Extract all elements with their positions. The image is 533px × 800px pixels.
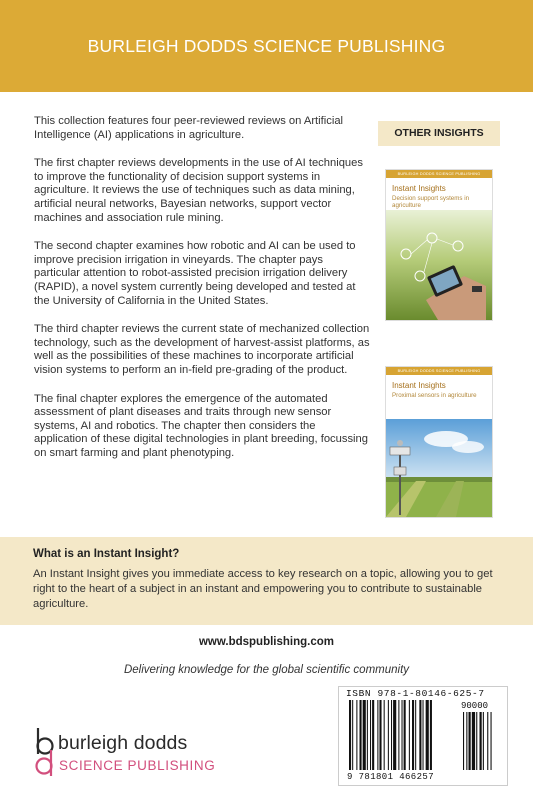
barcode-bar (377, 700, 378, 770)
tablet-farm-image (386, 210, 492, 320)
addon-bar (472, 712, 475, 770)
barcode-bar (352, 700, 353, 770)
barcode-bar (379, 700, 381, 770)
barcode-bar (384, 700, 385, 770)
barcode-bar (356, 700, 357, 770)
description-text (34, 115, 370, 475)
barcode-bar (372, 700, 374, 770)
book-cover-subtitle: Proximal sensors in agriculture (392, 392, 477, 399)
book-cover-proximal-sensors (386, 367, 492, 517)
ean-digits: 9 781801 466257 (347, 772, 435, 782)
addon-bar (466, 712, 467, 770)
publisher-logo (32, 726, 232, 781)
book-cover-topbar: BURLEIGH DODDS SCIENCE PUBLISHING (386, 367, 492, 375)
publisher-title: BURLEIGH DODDS SCIENCE PUBLISHING (87, 36, 446, 56)
barcode-bar (409, 700, 410, 770)
barcode-bar (393, 700, 396, 770)
barcode-bar (363, 700, 366, 770)
header-band (0, 0, 533, 92)
website-link[interactable]: www.bdspublishing.com (198, 636, 335, 648)
barcode-bar (415, 700, 416, 770)
book-cover-series: Instant Insights (392, 381, 446, 390)
isbn-barcode (338, 686, 508, 786)
addon-bar (476, 712, 477, 770)
barcode-bar (360, 700, 362, 770)
callout-title: What is an Instant Insight? (33, 548, 180, 560)
chapter-four-paragraph: The final chapter explores the emergence of the automated assessment of plant diseases and traits through new sensor systems, AI and robotics. The chapter then considers the application of these digital technologies in plant breeding, focussing on smart farming and plant phenotyping. (34, 392, 368, 459)
addon-bar (491, 712, 492, 770)
book-cover-series: Instant Insights (392, 184, 446, 193)
barcode-bar (423, 700, 424, 770)
barcode-bar (349, 700, 351, 770)
chapter-two-paragraph: The second chapter examines how robotic and AI can be used to improve precision irrigation in vineyards. The chapter pays particular attention to robot-assisted precision irrigation delivery (RAPID), a novel system currently being developed and tested at the University of California in the United States. (34, 240, 356, 307)
price-addon-number: 90000 (461, 701, 489, 711)
book-cover-topbar: BURLEIGH DODDS SCIENCE PUBLISHING (386, 170, 492, 178)
callout-body: An Instant Insight gives you immediate access to key research on a topic, allowing you to get right to the heart of a subject in an instant and empowering you to contribute to sustainable agriculture. (33, 568, 493, 610)
addon-bar (469, 712, 471, 770)
barcode-bar (370, 700, 371, 770)
barcode-bar (398, 700, 399, 770)
chapter-three-paragraph: The third chapter reviews the current state of mechanized collection technology, such as the development of harvest-assist platforms, as well as the possibilities of these machines to incorporate artificial vision systems to perform an in-field pre-grading of the product. (34, 323, 370, 376)
book-cover-subtitle: Decision support systems in agriculture (392, 195, 470, 210)
barcode-bar (419, 700, 421, 770)
addon-bar (463, 712, 464, 770)
barcode-bar (404, 700, 406, 770)
barcode-bar (430, 700, 432, 770)
addon-bar (487, 712, 488, 770)
barcode-bars (339, 687, 507, 785)
barcode-bar (367, 700, 368, 770)
addon-bar (480, 712, 482, 770)
addon-bar (483, 712, 484, 770)
logo-wordmark: burleigh dodds (58, 732, 188, 754)
isbn-number: ISBN 978-1-80146-625-7 (346, 688, 485, 699)
barcode-bar (388, 700, 389, 770)
tagline: Delivering knowledge for the global scientific community (123, 664, 410, 676)
barcode-bar (426, 700, 429, 770)
other-insights-label: OTHER INSIGHTS (378, 121, 500, 146)
barcode-bar (412, 700, 414, 770)
chapter-one-paragraph: The first chapter reviews developments in the use of AI techniques to improve the functionality of decision support systems in agriculture. It reviews the use of techniques such as data mining, artificial neural networks, Bayesian networks, support vector machines and association rule mining. (34, 157, 363, 224)
book-cover-decision-support (386, 170, 492, 320)
logo-subtitle: SCIENCE PUBLISHING (59, 758, 216, 773)
field-sensor-image (386, 419, 492, 517)
barcode-bar (402, 700, 403, 770)
bd-logo-mark-icon (32, 726, 56, 778)
barcode-bar (391, 700, 392, 770)
intro-paragraph: This collection features four peer-reviewed reviews on Artificial Intelligence (AI) applications in agriculture. (34, 115, 344, 141)
